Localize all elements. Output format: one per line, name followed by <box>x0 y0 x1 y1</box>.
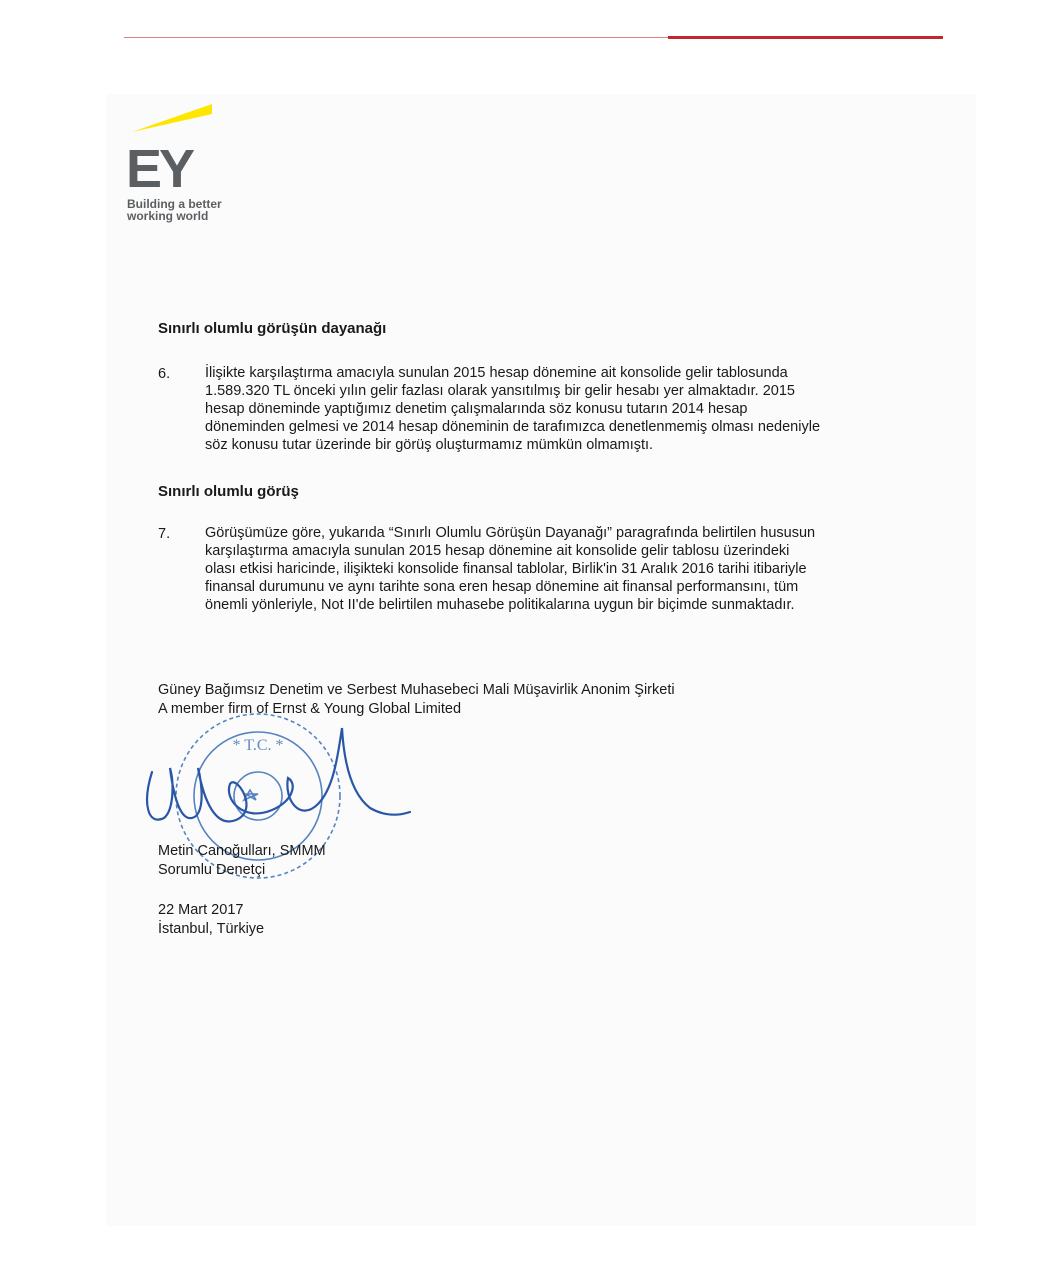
paragraph-number-6: 6. <box>158 366 171 382</box>
paragraph-number-7: 7. <box>158 526 171 542</box>
ey-tagline-line-1: Building a better <box>127 197 222 211</box>
ey-logo <box>126 102 246 232</box>
paragraph-line: İlişikte karşılaştırma amacıyla sunulan 2015 hesap dönemine ait konsolide gelir tablosunda <box>205 365 788 381</box>
report-place: İstanbul, Türkiye <box>158 921 265 937</box>
ey-tagline-line-2: working world <box>127 209 209 223</box>
paragraph-line: finansal durumunu ve aynı tarihte sona eren hesap dönemine ait finansal performansını, tüm <box>205 579 799 595</box>
paragraph-6 <box>205 364 950 454</box>
paragraph-line: önemli yönleriyle, Not II'de belirtilen muhasebe politikalarına uygun bir biçimde sunmaktadır. <box>205 597 795 613</box>
report-date: 22 Mart 2017 <box>158 902 244 918</box>
paragraph-line: olası etkisi haricinde, ilişikteki konsolide finansal tablolar, Birlik'in 31 Aralık 2016 tarihi itibariyle <box>205 561 807 577</box>
signatory-block <box>158 842 326 880</box>
signatory-title: Sorumlu Denetçi <box>158 862 266 878</box>
opinion-heading: Sınırlı olumlu görüş <box>158 483 299 500</box>
paragraph-line: hesap döneminde yaptığımız denetim çalışmalarında söz konusu tutarın 2014 hesap <box>205 401 748 417</box>
firm-member: A member firm of Ernst & Young Global Limited <box>158 701 462 717</box>
paragraph-line: söz konusu tutar üzerinde bir görüş oluşturmamız mümkün olmamıştı. <box>205 437 654 453</box>
basis-heading: Sınırlı olumlu görüşün dayanağı <box>158 320 387 337</box>
ey-tagline <box>127 198 222 222</box>
paragraph-line: Görüşümüze göre, yukarıda “Sınırlı Olumlu Görüşün Dayanağı” paragrafında belirtilen hususun <box>205 525 816 541</box>
date-place-block <box>158 901 264 939</box>
ey-beam-icon <box>126 102 216 136</box>
header-rule-thin <box>124 37 668 38</box>
signatory-name: Metin Canoğulları, SMMM <box>158 843 326 859</box>
seal-text: * T.C. * <box>232 737 284 754</box>
scanned-page <box>106 94 976 1226</box>
firm-name: Güney Bağımsız Denetim ve Serbest Muhasebeci Mali Müşavirlik Anonim Şirketi <box>158 682 675 698</box>
paragraph-line: 1.589.320 TL önceki yılın gelir fazlası olarak yansıtılmış bir gelir hesabı yer almaktadır. 2015 <box>205 383 795 399</box>
paragraph-line: döneminden gelmesi ve 2014 hesap döneminin de tarafımızca denetlenmemiş olması nedeniyle <box>205 419 821 435</box>
paragraph-line: karşılaştırma amacıyla sunulan 2015 hesap dönemine ait konsolide gelir tablosu üzerindeki <box>205 543 790 559</box>
paragraph-7 <box>205 524 950 614</box>
ey-logo-mark: EY <box>126 139 193 199</box>
header-rule-accent <box>668 36 943 39</box>
